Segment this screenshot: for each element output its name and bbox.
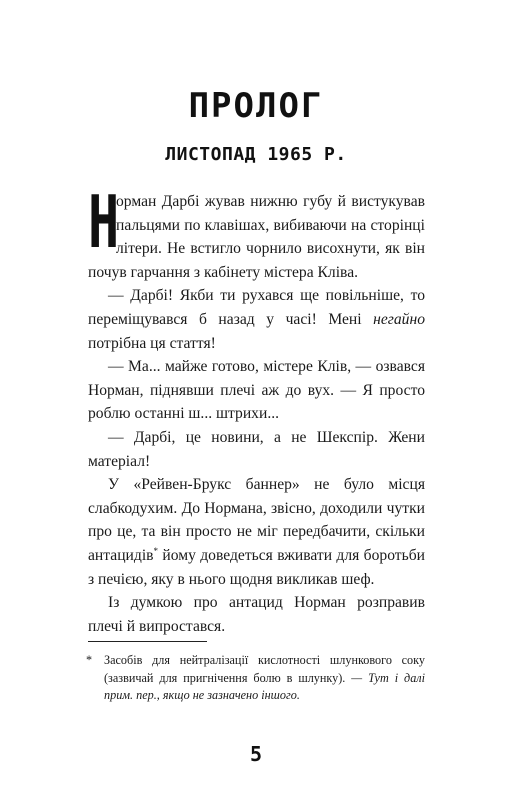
paragraph-6: Із думкою про антацид Норман розправив плечі й випростався.: [88, 594, 425, 635]
paragraph-4: — Дарбі, це новини, а не Шекспір. Жени матеріал!: [88, 428, 425, 470]
chapter-title: ПРОЛОГ: [188, 86, 324, 126]
paragraph-2-text-b: потрібна ця стаття!: [88, 334, 216, 352]
paragraph-1-text: орман Дарбі жував нижню губу й вистукував пальцями по клавішах, вибиваючи на сторінці літери. Не встигло чорнило висохнути, як він почув гарчання з кабінету містера Кліва.: [88, 193, 425, 281]
footnote-mark: *: [86, 653, 93, 667]
paragraph-5-text-a: У «Рейвен-Брукс баннер» не було місця слабкодухим. До Нормана, звісно, доходили чутки про це, та він просто не міг передбачити, скільки антацидів: [88, 476, 425, 564]
footnote-translator-note: — Тут і далі прим. пер., якщо не зазначено іншого.: [104, 670, 425, 702]
footnote: [86, 652, 425, 705]
paragraph-1: [88, 180, 425, 284]
drop-cap: Н: [88, 180, 120, 264]
paragraph-3: — Ма... майже готово, містере Клів, — озвався Норман, піднявши плечі аж до вух. — Я просто роблю останні ш... штрихи...: [88, 358, 425, 423]
page-number: 5: [249, 742, 263, 766]
paragraph-2-text-a: — Дарбі! Якби ти рухався ще повільніше, то переміщувався б назад у часі! Мені: [88, 287, 425, 328]
emphasis-negaino: негайно: [373, 310, 425, 328]
footnote-divider: [88, 641, 207, 642]
paragraph-2: [88, 284, 425, 355]
footnote-text: Засобів для нейтралізації кислотності шлункового соку (зазвичай для пригнічення болю в шлунку).: [104, 653, 425, 685]
paragraph-5-text-b: йому доведеться вживати для боротьби з печією, яку в нього щодня викликав шеф.: [88, 546, 425, 588]
chapter-date: ЛИСТОПАД 1965 Р.: [165, 144, 347, 165]
body-text: [88, 180, 425, 638]
footnote-reference[interactable]: *: [153, 545, 159, 556]
paragraph-5: [88, 473, 425, 591]
